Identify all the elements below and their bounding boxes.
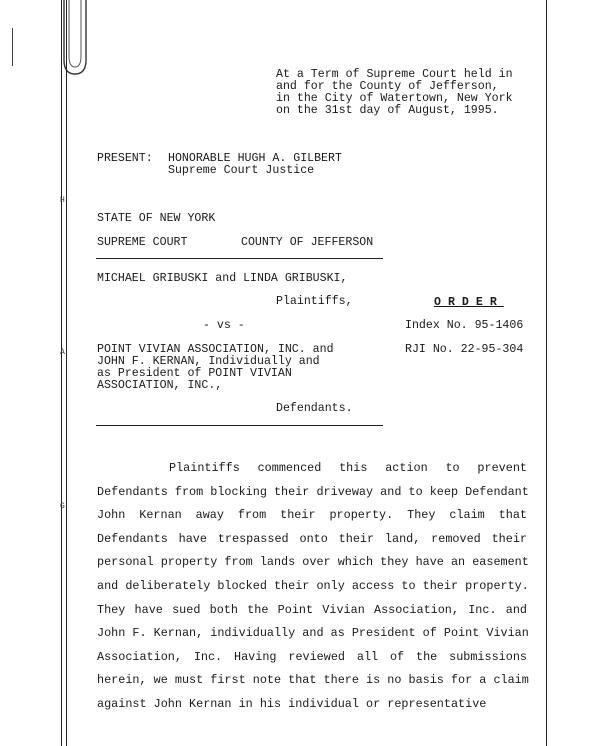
defendants-line: POINT VIVIAN ASSOCIATION, INC. and	[97, 343, 334, 356]
body-line: John Kernan away from their property. They claim that	[97, 508, 527, 523]
index-number: Index No. 95-1406	[405, 319, 524, 332]
body-line: Plaintiffs commenced this action to prevent	[169, 461, 527, 475]
body-line: Association, Inc. Having reviewed all of the submissions	[97, 649, 527, 664]
body-line: They have sued both the Point Vivian Association, Inc. and	[97, 602, 527, 617]
defendants-line: ASSOCIATION, INC.,	[97, 379, 223, 392]
judge-title: Supreme Court Justice	[168, 164, 315, 177]
order-body	[97, 457, 527, 717]
margin-mark-h: H	[60, 196, 65, 205]
heading-line: At a Term of Supreme Court held in	[276, 68, 513, 81]
judge-name: HONORABLE HUGH A. GILBERT	[168, 152, 342, 165]
paper-clip-icon	[58, 0, 108, 80]
body-line: Defendants from blocking their driveway and to keep Defendant	[97, 484, 529, 499]
right-edge-rule	[546, 0, 547, 746]
body-line: herein, we must first note that there is no basis for a claim	[97, 673, 529, 688]
defendants-label: Defendants.	[276, 402, 353, 415]
venue-county: COUNTY OF JEFFERSON	[241, 236, 374, 249]
margin-rule-outer	[61, 0, 62, 746]
plaintiffs-label: Plaintiffs,	[276, 295, 353, 308]
heading-line: on the 31st day of August, 1995.	[276, 104, 499, 117]
defendants-line: JOHN F. KERNAN, Individually and	[97, 355, 320, 368]
rji-number: RJI No. 22-95-304	[405, 343, 524, 356]
venue-state: STATE OF NEW YORK	[97, 212, 216, 225]
present-label: PRESENT:	[97, 152, 153, 165]
body-line: Defendants have trespassed onto their land, removed their	[97, 531, 527, 546]
venue-court: SUPREME COURT	[97, 236, 188, 249]
caption-rule-top	[96, 258, 383, 259]
body-line: personal property from lands over which they have an easement	[97, 555, 529, 570]
margin-scratch	[12, 28, 13, 66]
defendants-line: as President of POINT VIVIAN	[97, 367, 292, 380]
heading-line: in the City of Watertown, New York	[276, 92, 513, 105]
body-line: and deliberately blocked their only access to their property.	[97, 578, 529, 593]
order-title: ORDER	[434, 296, 504, 309]
body-line: against John Kernan in his individual or representative	[97, 696, 487, 711]
versus-text: - vs -	[203, 319, 245, 332]
heading-line: and for the County of Jefferson,	[276, 80, 499, 93]
margin-rule-inner	[66, 0, 67, 746]
margin-mark-a: A	[60, 348, 65, 357]
plaintiffs-names: MICHAEL GRIBUSKI and LINDA GRIBUSKI,	[97, 272, 348, 285]
margin-mark-g: G	[60, 502, 65, 511]
body-line: John F. Kernan, individually and as President of Point Vivian	[97, 626, 529, 641]
caption-rule-bottom	[96, 425, 383, 426]
